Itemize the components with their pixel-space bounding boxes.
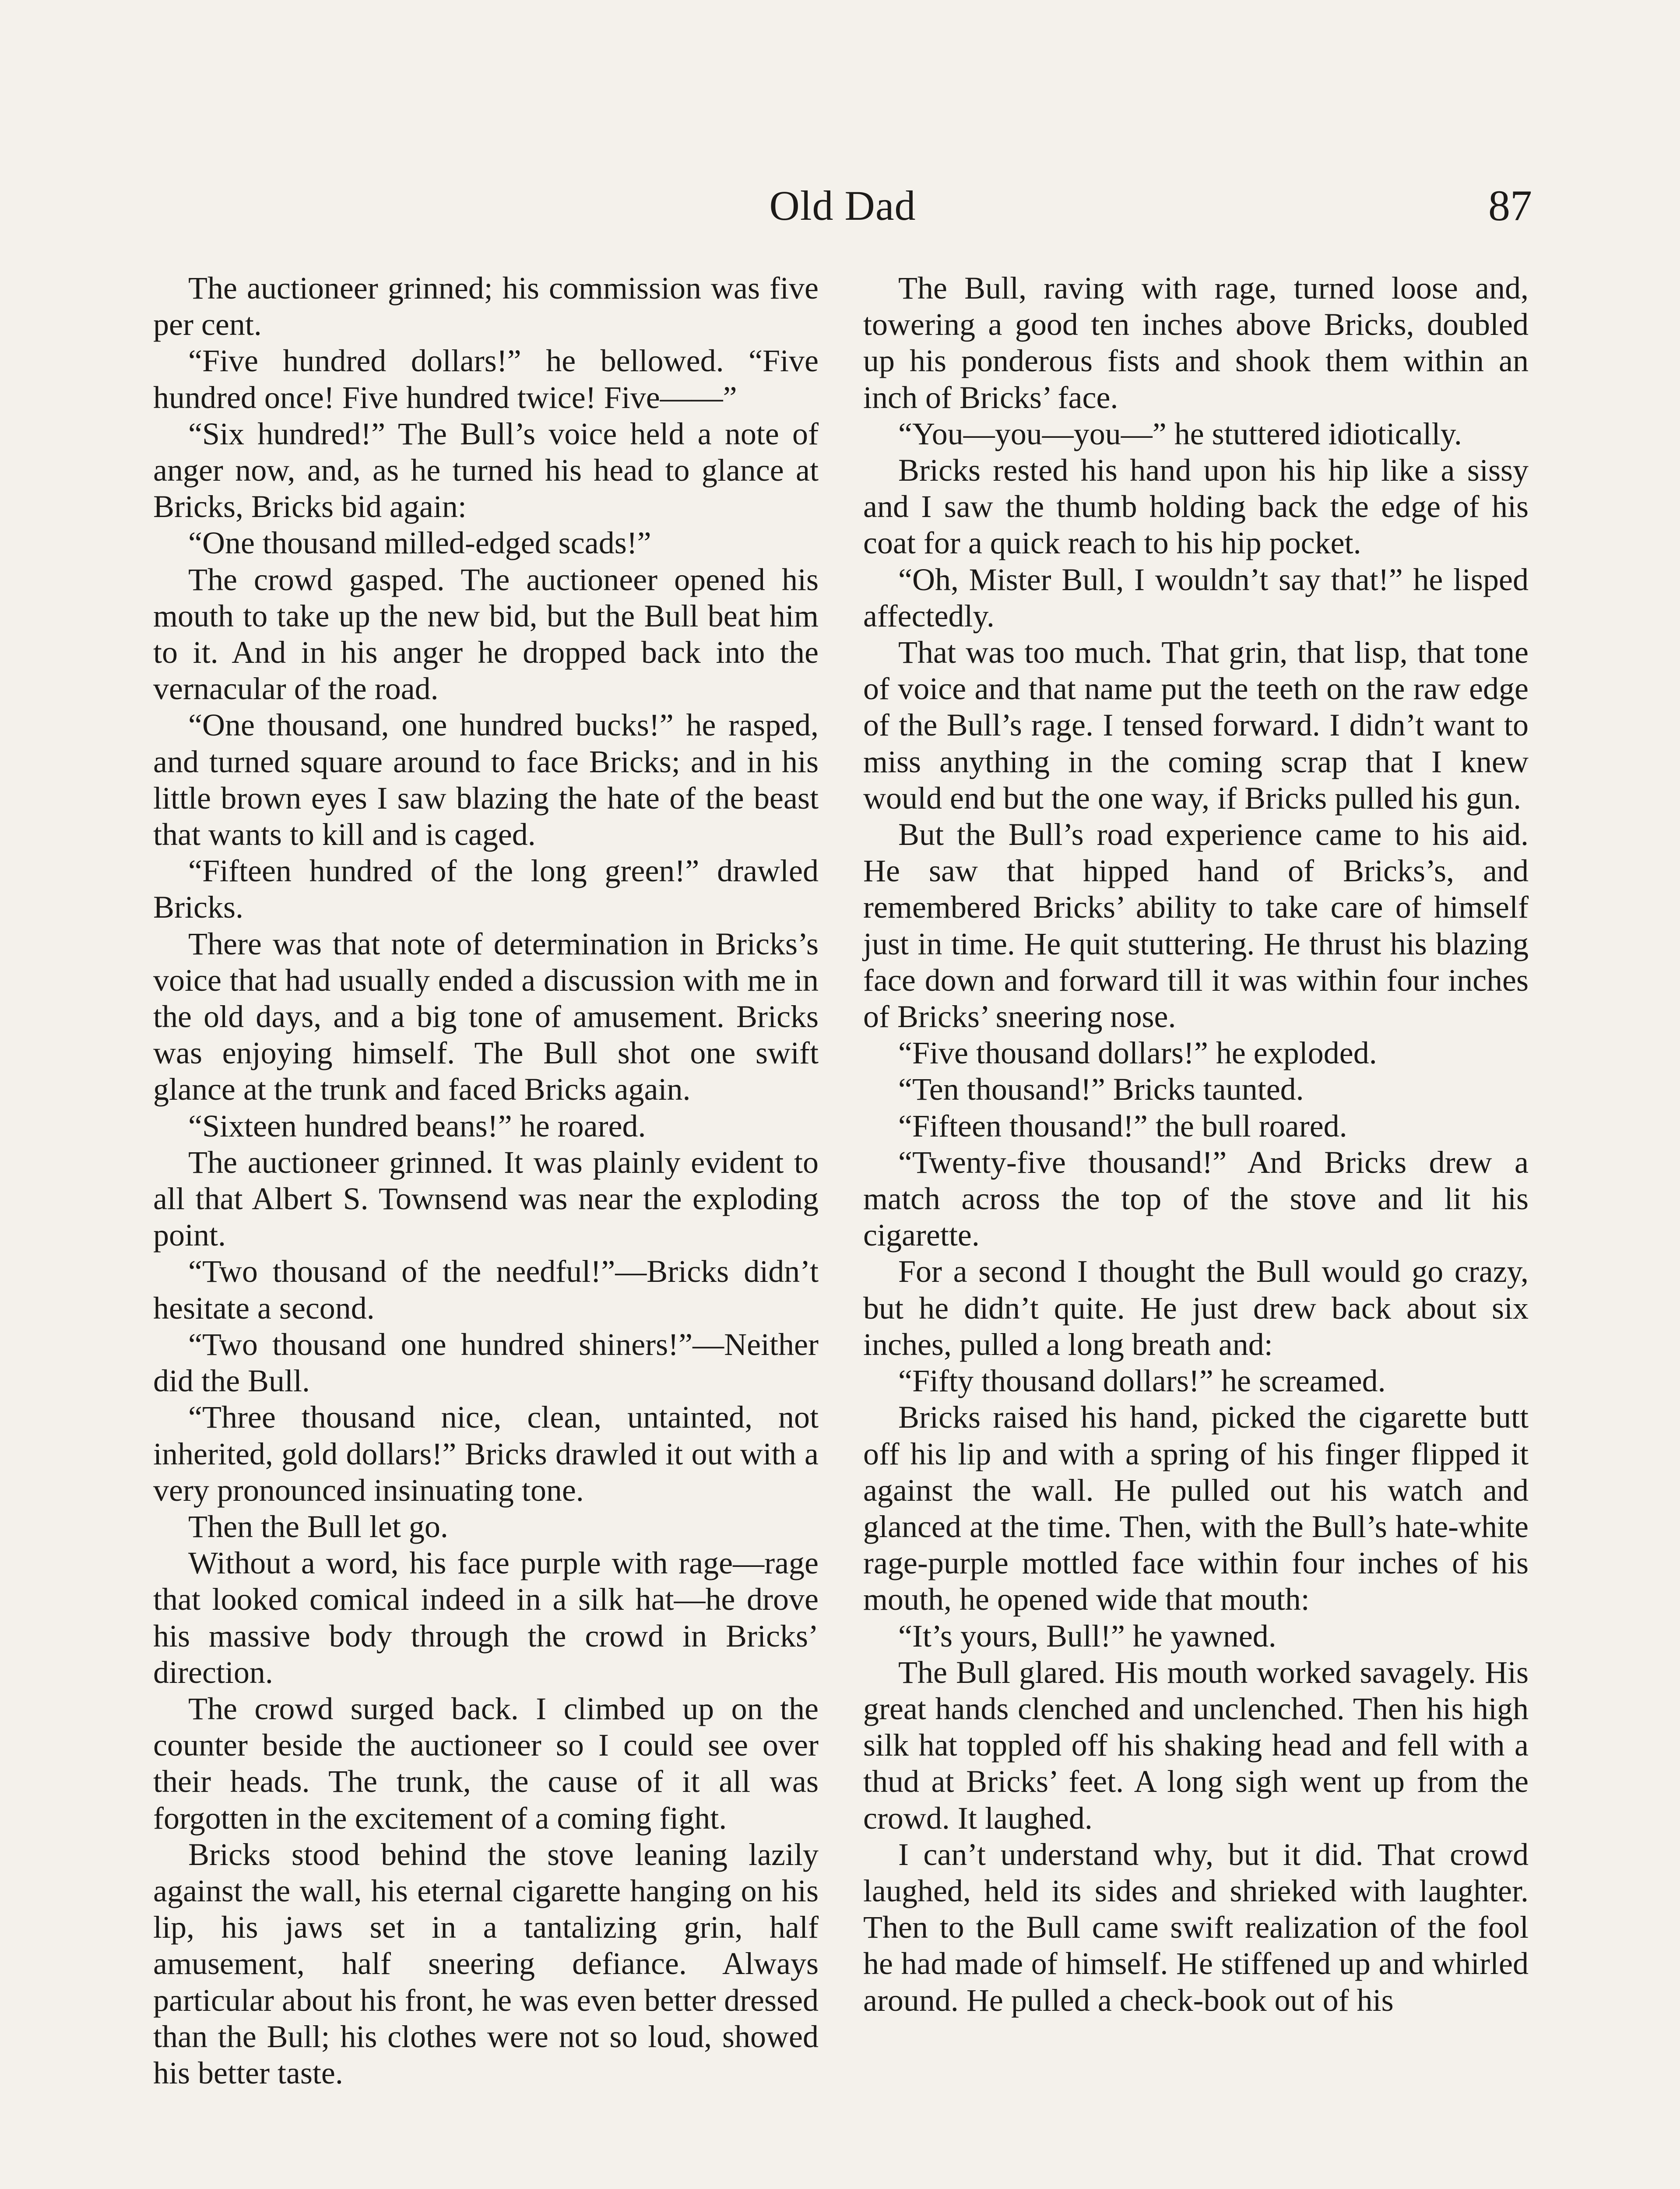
paragraph: There was that note of determination in Bricks’s voice that had usually ended a discussion with me in the old days, and a big tone of amusement. Bricks was enjoying himself. The Bull shot one swift glance at the trunk and faced Bricks again. — [153, 926, 819, 1107]
paragraph: I can’t understand why, but it did. That crowd laughed, held its sides and shrieked with laughter. Then to the Bull came swift realization of the fool he had made of himself. He stiffened up and whirled around. He pulled a check-book out of his — [863, 1837, 1529, 2018]
paragraph: “Five hundred dollars!” he bellowed. “Five hundred once! Five hundred twice! Five——” — [153, 343, 819, 415]
paragraph: The crowd gasped. The auctioneer opened his mouth to take up the new bid, but the Bull beat him to it. And in his anger he dropped back into the vernacular of the road. — [153, 562, 819, 707]
paragraph: Bricks stood behind the stove leaning lazily against the wall, his eternal cigarette hanging on his lip, his jaws set in a tantalizing grin, half amusement, half sneering defiance. Always particular about his front, he was even better dressed than the Bull; his clothes were not so loud, showed his better taste. — [153, 1837, 819, 2090]
paragraph: The auctioneer grinned. It was plainly evident to all that Albert S. Townsend was near the exploding point. — [153, 1144, 819, 1253]
paragraph: “Fifteen thousand!” the bull roared. — [898, 1108, 1347, 1144]
paragraph: “Fifteen hundred of the long green!” drawled Bricks. — [153, 853, 819, 925]
paragraph: Bricks rested his hand upon his hip like a sissy and I saw the thumb holding back the edge of his coat for a quick reach to his hip pocket. — [863, 453, 1529, 561]
paragraph: “Six hundred!” The Bull’s voice held a note of anger now, and, as he turned his head to glance at Bricks, Bricks bid again: — [153, 416, 819, 524]
left-column — [153, 270, 819, 2091]
right-column — [863, 270, 1529, 2019]
paragraph: “Twenty-five thousand!” And Bricks drew a match across the top of the stove and lit his cigarette. — [863, 1144, 1529, 1253]
paragraph: “Sixteen hundred beans!” he roared. — [188, 1108, 646, 1144]
paragraph: For a second I thought the Bull would go crazy, but he didn’t quite. He just drew back about six inches, pulled a long breath and: — [863, 1254, 1529, 1362]
paragraph: Then the Bull let go. — [188, 1509, 448, 1544]
paragraph: “You—you—you—” he stuttered idiotically. — [898, 416, 1462, 451]
running-head — [153, 175, 1532, 236]
paragraph: Without a word, his face purple with rage—rage that looked comical indeed in a silk hat—he drove his massive body through the crowd in Bricks’ direction. — [153, 1545, 819, 1690]
paragraph: “Ten thousand!” Bricks taunted. — [898, 1072, 1304, 1107]
paragraph: The Bull glared. His mouth worked savagely. His great hands clenched and unclenched. Then his high silk hat toppled off his shaking head and fell with a thud at Bricks’ feet. A long sigh went up from the crowd. It laughed. — [863, 1654, 1529, 1836]
paragraph: But the Bull’s road experience came to his aid. He saw that hipped hand of Bricks’s, and remembered Bricks’ ability to take care of himself just in time. He quit stuttering. He thrust his blazing face down and forward till it was within four inches of Bricks’ sneering nose. — [863, 817, 1529, 1035]
paragraph: The crowd surged back. I climbed up on the counter beside the auctioneer so I could see over their heads. The trunk, the cause of it all was forgotten in the excitement of a coming fight. — [153, 1691, 819, 1836]
paragraph: Bricks raised his hand, picked the cigarette butt off his lip and with a spring of his finger flipped it against the wall. He pulled out his watch and glanced at the time. Then, with the Bull’s hate-white rage-purple mottled face within four inches of his mouth, he opened wide that mouth: — [863, 1400, 1529, 1617]
paragraph: “It’s yours, Bull!” he yawned. — [898, 1618, 1276, 1654]
paragraph: The Bull, raving with rage, turned loose and, towering a good ten inches above Bricks, doubled up his ponderous fists and shook them within an inch of Bricks’ face. — [863, 271, 1529, 415]
paragraph: “Three thousand nice, clean, untainted, not inherited, gold dollars!” Bricks drawled it out with a very pronounced insinuating tone. — [153, 1400, 819, 1508]
paragraph: “Five thousand dollars!” he exploded. — [898, 1035, 1377, 1071]
paragraph: “Fifty thousand dollars!” he screamed. — [898, 1363, 1386, 1399]
paragraph: “One thousand, one hundred bucks!” he rasped, and turned square around to face Bricks; and in his little brown eyes I saw blazing the hate of the beast that wants to kill and is caged. — [153, 707, 819, 852]
paragraph: “One thousand milled-edged scads!” — [188, 525, 651, 561]
running-title: Old Dad — [769, 182, 916, 229]
paragraph: “Two thousand one hundred shiners!”—Neither did the Bull. — [153, 1327, 819, 1399]
paragraph: “Two thousand of the needful!”—Bricks didn’t hesitate a second. — [153, 1254, 819, 1326]
page-number: 87 — [1488, 181, 1532, 230]
paragraph: That was too much. That grin, that lisp, that tone of voice and that name put the teeth on the raw edge of the Bull’s rage. I tensed forward. I didn’t want to miss anything in the coming scrap that I knew would end but the one way, if Bricks pulled his gun. — [863, 635, 1529, 816]
paragraph: The auctioneer grinned; his commission was five per cent. — [153, 271, 819, 342]
paragraph: “Oh, Mister Bull, I wouldn’t say that!” he lisped affectedly. — [863, 562, 1529, 633]
